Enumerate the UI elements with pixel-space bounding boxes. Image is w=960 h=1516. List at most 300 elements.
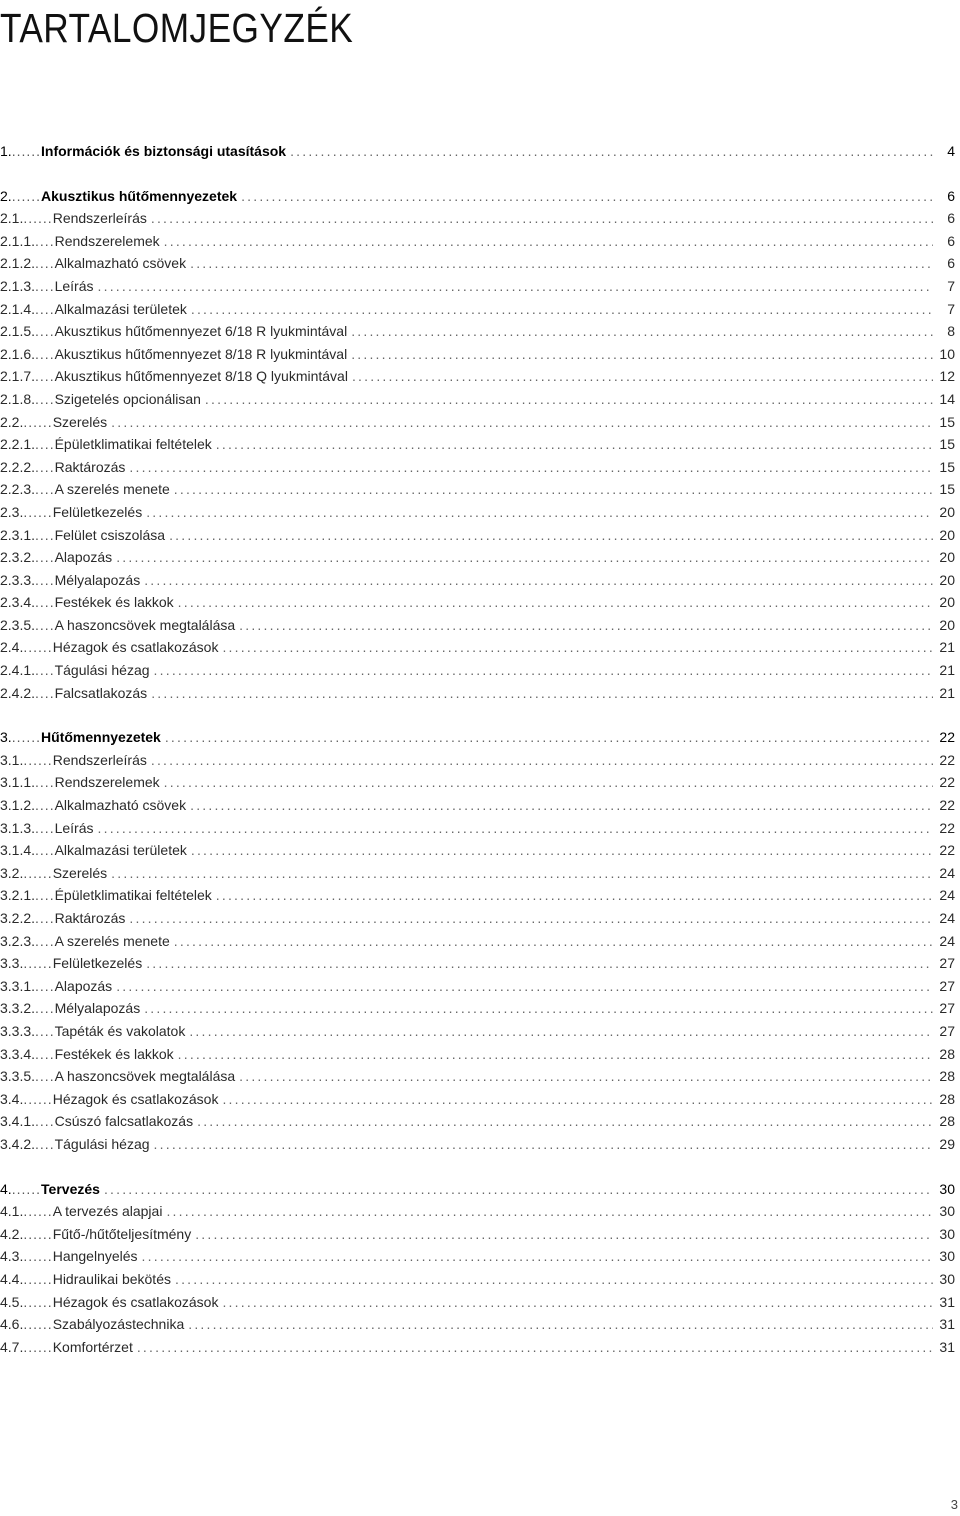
toc-entry-number: 2.1.6.: [0, 345, 36, 362]
toc-entry[interactable]: [0, 343, 955, 366]
toc-dot-leader: [144, 997, 933, 1020]
toc-entry-page: 28: [939, 1045, 955, 1062]
toc-entry-label: A tervezés alapjai: [52, 1203, 163, 1220]
toc-entry[interactable]: [0, 1065, 955, 1088]
toc-entry-number: 3.3.: [0, 955, 24, 972]
toc-entry-separator: ....: [35, 481, 55, 498]
toc-entry-page: 22: [939, 842, 955, 859]
toc-entry-page: 31: [939, 1293, 955, 1310]
toc-entry-page: 28: [939, 1113, 955, 1130]
toc-entry-page: 20: [939, 526, 955, 543]
toc-entry-separator: ....: [35, 390, 55, 407]
toc-entry[interactable]: [0, 501, 955, 524]
toc-entry-label: Falcsatlakozás: [54, 684, 148, 701]
toc-dot-leader: [137, 1336, 933, 1359]
toc-entry[interactable]: [0, 456, 955, 479]
toc-entry-separator: ....: [35, 1000, 55, 1017]
toc-entry-separator: ....: [35, 774, 55, 791]
toc-entry-number: 4.: [0, 1180, 12, 1197]
toc-entry[interactable]: [0, 1020, 955, 1043]
toc-entry-label: Alkalmazási területek: [54, 842, 187, 859]
toc-entry-separator: ......: [23, 1248, 53, 1265]
toc-entry-separator: ....: [35, 1113, 55, 1130]
toc-entry-label: Hűtőmennyezetek: [41, 729, 161, 746]
toc-dot-leader: [222, 636, 933, 659]
toc-entry-separator: ....: [35, 977, 55, 994]
toc-entry-separator: ....: [35, 277, 55, 294]
toc-entry-separator: ....: [35, 300, 55, 317]
toc-entry-number: 2.3.5.: [0, 616, 36, 633]
toc-entry-label: Alapozás: [54, 549, 113, 566]
toc-entry-separator: ......: [23, 639, 53, 656]
toc-entry-label: A haszoncsövek megtalálása: [54, 1068, 236, 1085]
toc-entry-page: 8: [947, 323, 955, 340]
toc-entry-label: Mélyalapozás: [54, 571, 141, 588]
toc-entry-page: 31: [939, 1316, 955, 1333]
toc-entry[interactable]: [0, 1043, 955, 1066]
toc-entry-number: 4.3.: [0, 1248, 24, 1265]
toc-dot-leader: [129, 456, 933, 479]
toc-entry-number: 2.3.4.: [0, 594, 36, 611]
toc-entry-page: 30: [939, 1225, 955, 1242]
toc-entry[interactable]: [0, 1200, 955, 1223]
toc-entry-label: Akusztikus hűtőmennyezet 6/18 R lyukmintával: [54, 323, 348, 340]
toc-entry-page: 31: [939, 1338, 955, 1355]
toc-entry-separator: ....: [35, 436, 55, 453]
toc-entry-separator: ......: [23, 413, 53, 430]
page-title: TARTALOMJEGYZÉK: [0, 5, 354, 51]
toc-dot-leader: [98, 817, 933, 840]
toc-dot-leader: [151, 749, 933, 772]
toc-entry-number: 4.2.: [0, 1225, 24, 1242]
toc-entry[interactable]: [0, 1291, 955, 1314]
toc-entry[interactable]: [0, 1223, 955, 1246]
toc-entry-number: 2.4.2.: [0, 684, 36, 701]
toc-entry-page: 24: [939, 932, 955, 949]
toc-entry-label: Felületkezelés: [52, 503, 143, 520]
toc-entry-number: 4.4.: [0, 1270, 24, 1287]
toc-entry-separator: ....: [35, 887, 55, 904]
toc-entry[interactable]: [0, 207, 955, 230]
toc-entry[interactable]: [0, 930, 955, 953]
toc-entry-label: Alkalmazási területek: [54, 300, 187, 317]
toc-entry-page: 27: [939, 977, 955, 994]
toc-entry-label: Épületklimatikai feltételek: [54, 887, 212, 904]
toc-entry[interactable]: [0, 230, 955, 253]
toc-entry[interactable]: [0, 569, 955, 592]
toc-entry[interactable]: [0, 884, 955, 907]
toc-dot-leader: [178, 591, 933, 614]
toc-entry[interactable]: [0, 365, 955, 388]
table-of-contents: [0, 140, 955, 1358]
toc-dot-leader: [98, 275, 933, 298]
toc-entry-number: 3.2.: [0, 864, 24, 881]
toc-dot-leader: [239, 614, 933, 637]
toc-entry[interactable]: [0, 1245, 955, 1268]
toc-entry-number: 4.7.: [0, 1338, 24, 1355]
toc-entry[interactable]: [0, 1110, 955, 1133]
toc-entry-number: 2.1.4.: [0, 300, 36, 317]
toc-entry-number: 2.3.3.: [0, 571, 36, 588]
toc-entry-label: Rendszerelemek: [54, 774, 160, 791]
toc-entry-label: Leírás: [54, 819, 94, 836]
toc-dot-leader: [191, 839, 933, 862]
toc-entry-number: 4.6.: [0, 1316, 24, 1333]
toc-entry-separator: ......: [23, 210, 53, 227]
toc-entry-label: Tágulási hézag: [54, 662, 150, 679]
toc-dot-leader: [190, 794, 933, 817]
toc-entry-label: Fűtő-/hűtőteljesítmény: [52, 1225, 192, 1242]
toc-entry-label: Szabályozástechnika: [52, 1316, 185, 1333]
toc-entry-page: 15: [939, 481, 955, 498]
toc-dot-leader: [239, 1065, 933, 1088]
toc-entry[interactable]: [0, 997, 955, 1020]
toc-entry-separator: ......: [23, 1316, 53, 1333]
toc-dot-leader: [151, 682, 933, 705]
toc-entry-number: 2.1.1.: [0, 232, 36, 249]
toc-entry-page: 29: [939, 1135, 955, 1152]
toc-entry-page: 22: [939, 751, 955, 768]
toc-entry-separator: ......: [23, 1225, 53, 1242]
toc-entry-page: 6: [947, 187, 955, 204]
toc-entry-number: 3.3.2.: [0, 1000, 36, 1017]
toc-entry-number: 1.: [0, 143, 12, 159]
toc-dot-leader: [290, 140, 933, 163]
toc-entry[interactable]: [0, 749, 955, 772]
toc-dot-leader: [151, 207, 933, 230]
toc-entry-page: 21: [939, 684, 955, 701]
toc-entry-label: Szigetelés opcionálisan: [54, 390, 201, 407]
toc-entry-label: Tapéták és vakolatok: [54, 1022, 186, 1039]
toc-entry[interactable]: [0, 1268, 955, 1291]
toc-entry-page: 22: [939, 819, 955, 836]
toc-entry[interactable]: [0, 839, 955, 862]
toc-dot-leader: [174, 930, 933, 953]
toc-entry-label: Mélyalapozás: [54, 1000, 141, 1017]
toc-entry-separator: ......: [11, 729, 42, 746]
toc-entry-separator: ......: [23, 955, 53, 972]
toc-entry-number: 2.3.2.: [0, 549, 36, 566]
toc-dot-leader: [178, 1043, 933, 1066]
toc-entry-label: Festékek és lakkok: [54, 1045, 174, 1062]
toc-entry-label: Hézagok és csatlakozások: [52, 1090, 219, 1107]
toc-entry-page: 6: [947, 210, 955, 227]
toc-entry-number: 3.4.1.: [0, 1113, 36, 1130]
toc-entry[interactable]: [0, 252, 955, 275]
toc-entry[interactable]: [0, 636, 955, 659]
toc-entry-separator: ....: [35, 797, 55, 814]
toc-entry-page: 28: [939, 1090, 955, 1107]
toc-entry[interactable]: [0, 771, 955, 794]
toc-entry-number: 3.1.1.: [0, 774, 36, 791]
toc-entry-label: Hidraulikai bekötés: [52, 1270, 171, 1287]
toc-dot-leader: [188, 1313, 933, 1336]
toc-entry-separator: ....: [35, 255, 55, 272]
toc-entry-page: 30: [939, 1248, 955, 1265]
toc-dot-leader: [164, 771, 933, 794]
toc-entry-separator: ....: [35, 932, 55, 949]
section-gap: [0, 704, 955, 726]
toc-entry-label: Felület csiszolása: [54, 526, 166, 543]
toc-entry-separator: ......: [23, 751, 53, 768]
toc-entry[interactable]: [0, 546, 955, 569]
toc-dot-leader: [104, 1178, 933, 1201]
toc-entry[interactable]: [0, 524, 955, 547]
toc-chapter-entry[interactable]: [0, 1178, 955, 1201]
toc-entry-number: 2.1.3.: [0, 277, 36, 294]
toc-entry-number: 3.4.: [0, 1090, 24, 1107]
toc-entry-label: Leírás: [54, 277, 94, 294]
toc-entry-page: 20: [939, 616, 955, 633]
toc-entry[interactable]: [0, 614, 955, 637]
toc-entry[interactable]: [0, 433, 955, 456]
toc-entry-separator: ......: [23, 864, 53, 881]
toc-entry-separator: ....: [35, 571, 55, 588]
toc-entry-page: 22: [939, 797, 955, 814]
toc-dot-leader: [146, 501, 933, 524]
toc-entry[interactable]: [0, 659, 955, 682]
toc-entry-label: Festékek és lakkok: [54, 594, 174, 611]
toc-entry-page: 20: [939, 503, 955, 520]
toc-dot-leader: [191, 298, 933, 321]
toc-entry-label: Hézagok és csatlakozások: [52, 639, 219, 656]
toc-entry-page: 14: [939, 390, 955, 407]
toc-entry-number: 3.3.3.: [0, 1022, 36, 1039]
toc-entry-separator: ....: [35, 1022, 55, 1039]
toc-entry-number: 2.1.2.: [0, 255, 36, 272]
toc-entry-page: 30: [939, 1270, 955, 1287]
toc-chapter-entry[interactable]: [0, 140, 955, 163]
toc-entry-page: 10: [939, 345, 955, 362]
toc-entry-number: 3.4.2.: [0, 1135, 36, 1152]
toc-entry-label: Felületkezelés: [52, 955, 143, 972]
toc-entry-separator: ......: [23, 1090, 53, 1107]
toc-entry-number: 2.2.: [0, 413, 24, 430]
toc-entry-number: 2.1.8.: [0, 390, 36, 407]
toc-entry-page: 7: [947, 277, 955, 294]
toc-dot-leader: [129, 907, 933, 930]
toc-entry-label: Rendszerleírás: [52, 210, 147, 227]
toc-entry[interactable]: [0, 817, 955, 840]
toc-entry-separator: ....: [35, 819, 55, 836]
toc-entry[interactable]: [0, 862, 955, 885]
toc-entry-label: Rendszerleírás: [52, 751, 147, 768]
toc-dot-leader: [169, 524, 933, 547]
toc-entry-page: 20: [939, 594, 955, 611]
toc-entry[interactable]: [0, 682, 955, 705]
toc-entry-separator: ....: [35, 662, 55, 679]
toc-entry-label: Raktározás: [54, 910, 126, 926]
toc-entry[interactable]: [0, 411, 955, 434]
toc-entry[interactable]: [0, 952, 955, 975]
toc-dot-leader: [241, 185, 933, 208]
toc-entry-page: 24: [939, 910, 955, 926]
toc-entry-label: Alkalmazható csövek: [54, 255, 187, 272]
toc-entry-number: 2.2.1.: [0, 436, 36, 453]
toc-entry-number: 2.2.3.: [0, 481, 36, 498]
toc-dot-leader: [190, 252, 933, 275]
toc-entry-number: 3.1.2.: [0, 797, 36, 814]
toc-entry-label: Tágulási hézag: [54, 1135, 150, 1152]
toc-dot-leader: [197, 1110, 933, 1133]
toc-entry-label: A szerelés menete: [54, 932, 170, 949]
toc-entry-number: 4.5.: [0, 1293, 24, 1310]
toc-chapter-entry[interactable]: [0, 185, 955, 208]
toc-entry-separator: ......: [23, 1203, 53, 1220]
toc-entry-page: 24: [939, 864, 955, 881]
toc-entry-number: 2.2.2.: [0, 458, 36, 475]
toc-entry-separator: ......: [23, 1270, 53, 1287]
toc-entry[interactable]: [0, 907, 955, 930]
toc-entry-page: 24: [939, 887, 955, 904]
toc-dot-leader: [166, 1200, 933, 1223]
toc-entry-separator: ......: [11, 1180, 42, 1197]
toc-entry-separator: ......: [23, 1338, 53, 1355]
toc-entry-separator: ....: [35, 842, 55, 859]
page-number: 3: [950, 1497, 958, 1512]
toc-entry-label: A haszoncsövek megtalálása: [54, 616, 236, 633]
toc-entry-page: 4: [947, 143, 955, 159]
toc-dot-leader: [174, 478, 933, 501]
toc-entry-number: 3.3.5.: [0, 1068, 36, 1085]
toc-entry-separator: ....: [35, 345, 55, 362]
toc-entry[interactable]: [0, 1336, 955, 1359]
toc-entry-label: Akusztikus hűtőmennyezet 8/18 Q lyukmintával: [54, 368, 348, 385]
toc-entry-label: Akusztikus hűtőmennyezetek: [41, 187, 238, 204]
toc-entry-page: 12: [939, 368, 955, 385]
toc-dot-leader: [352, 365, 933, 388]
toc-entry-page: 30: [939, 1180, 955, 1197]
toc-chapter-entry[interactable]: [0, 726, 955, 749]
toc-dot-leader: [351, 343, 933, 366]
toc-entry-page: 6: [947, 232, 955, 249]
toc-entry-page: 15: [939, 436, 955, 453]
toc-entry-page: 28: [939, 1068, 955, 1085]
toc-dot-leader: [216, 884, 933, 907]
toc-entry[interactable]: [0, 298, 955, 321]
toc-entry-separator: ....: [35, 232, 55, 249]
toc-entry-number: 2.1.5.: [0, 323, 36, 340]
section-gap: [0, 163, 955, 185]
toc-dot-leader: [164, 230, 933, 253]
toc-dot-leader: [222, 1291, 933, 1314]
toc-entry-label: Rendszerelemek: [54, 232, 160, 249]
toc-dot-leader: [222, 1088, 933, 1111]
toc-entry-separator: ....: [35, 323, 55, 340]
toc-entry-label: Épületklimatikai feltételek: [54, 436, 212, 453]
toc-entry[interactable]: [0, 1313, 955, 1336]
toc-dot-leader: [116, 546, 933, 569]
toc-entry-page: 21: [939, 639, 955, 656]
toc-entry-label: Tervezés: [41, 1180, 100, 1197]
toc-entry-number: 3.2.2.: [0, 910, 36, 926]
toc-entry-page: 27: [939, 1000, 955, 1017]
toc-entry-separator: ......: [11, 187, 42, 204]
toc-entry-separator: ......: [11, 143, 42, 159]
toc-entry-label: Alapozás: [54, 977, 113, 994]
toc-entry-number: 3.1.4.: [0, 842, 36, 859]
toc-entry-number: 3.: [0, 729, 12, 746]
toc-entry-page: 22: [939, 774, 955, 791]
toc-entry-separator: ....: [35, 458, 55, 475]
toc-entry-separator: ....: [35, 910, 55, 926]
toc-dot-leader: [144, 569, 933, 592]
toc-entry-number: 2.4.1.: [0, 662, 36, 679]
toc-entry-separator: ....: [35, 684, 55, 701]
toc-dot-leader: [146, 952, 933, 975]
toc-entry-number: 2.1.7.: [0, 368, 36, 385]
toc-entry-number: 3.1.3.: [0, 819, 36, 836]
toc-entry[interactable]: [0, 1133, 955, 1156]
toc-entry-number: 2.3.: [0, 503, 24, 520]
toc-entry[interactable]: [0, 1088, 955, 1111]
toc-entry-separator: ....: [35, 1135, 55, 1152]
toc-entry-page: 15: [939, 458, 955, 475]
toc-entry-number: 2.4.: [0, 639, 24, 656]
toc-entry-page: 27: [939, 955, 955, 972]
toc-entry-label: Csúszó falcsatlakozás: [54, 1113, 194, 1130]
toc-entry-page: 27: [939, 1022, 955, 1039]
toc-entry-page: 7: [947, 300, 955, 317]
toc-dot-leader: [195, 1223, 933, 1246]
toc-entry-separator: ....: [35, 368, 55, 385]
toc-entry-number: 2.3.1.: [0, 526, 36, 543]
toc-entry-separator: ....: [35, 616, 55, 633]
toc-entry[interactable]: [0, 591, 955, 614]
toc-entry-number: 4.1.: [0, 1203, 24, 1220]
toc-entry-separator: ....: [35, 549, 55, 566]
toc-entry-number: 3.2.3.: [0, 932, 36, 949]
toc-dot-leader: [111, 862, 933, 885]
toc-entry-number: 3.3.1.: [0, 977, 36, 994]
toc-entry-label: Hézagok és csatlakozások: [52, 1293, 219, 1310]
toc-entry-page: 15: [939, 413, 955, 430]
toc-entry-page: 6: [947, 255, 955, 272]
toc-entry-separator: ......: [23, 503, 53, 520]
toc-entry-label: Szerelés: [52, 413, 108, 430]
toc-dot-leader: [142, 1245, 933, 1268]
toc-entry[interactable]: [0, 975, 955, 998]
toc-entry-separator: ....: [35, 594, 55, 611]
toc-entry[interactable]: [0, 478, 955, 501]
toc-entry[interactable]: [0, 388, 955, 411]
toc-dot-leader: [116, 975, 933, 998]
toc-entry-page: 21: [939, 662, 955, 679]
toc-entry-separator: ....: [35, 1045, 55, 1062]
toc-entry-page: 22: [939, 729, 955, 746]
toc-entry-label: Információk és biztonsági utasítások: [41, 143, 287, 159]
section-gap: [0, 1156, 955, 1178]
toc-entry-separator: ....: [35, 1068, 55, 1085]
toc-dot-leader: [154, 659, 933, 682]
toc-dot-leader: [154, 1133, 933, 1156]
toc-entry-label: Komfortérzet: [52, 1338, 133, 1355]
toc-entry[interactable]: [0, 320, 955, 343]
toc-entry[interactable]: [0, 275, 955, 298]
toc-entry[interactable]: [0, 794, 955, 817]
toc-entry-page: 20: [939, 571, 955, 588]
toc-dot-leader: [111, 411, 933, 434]
toc-entry-separator: ....: [35, 526, 55, 543]
toc-dot-leader: [216, 433, 933, 456]
toc-entry-number: 3.3.4.: [0, 1045, 36, 1062]
toc-entry-label: Raktározás: [54, 458, 126, 475]
toc-entry-page: 30: [939, 1203, 955, 1220]
toc-entry-number: 3.1.: [0, 751, 24, 768]
toc-entry-number: 2.: [0, 187, 12, 204]
toc-entry-separator: ......: [23, 1293, 53, 1310]
toc-entry-number: 3.2.1.: [0, 887, 36, 904]
